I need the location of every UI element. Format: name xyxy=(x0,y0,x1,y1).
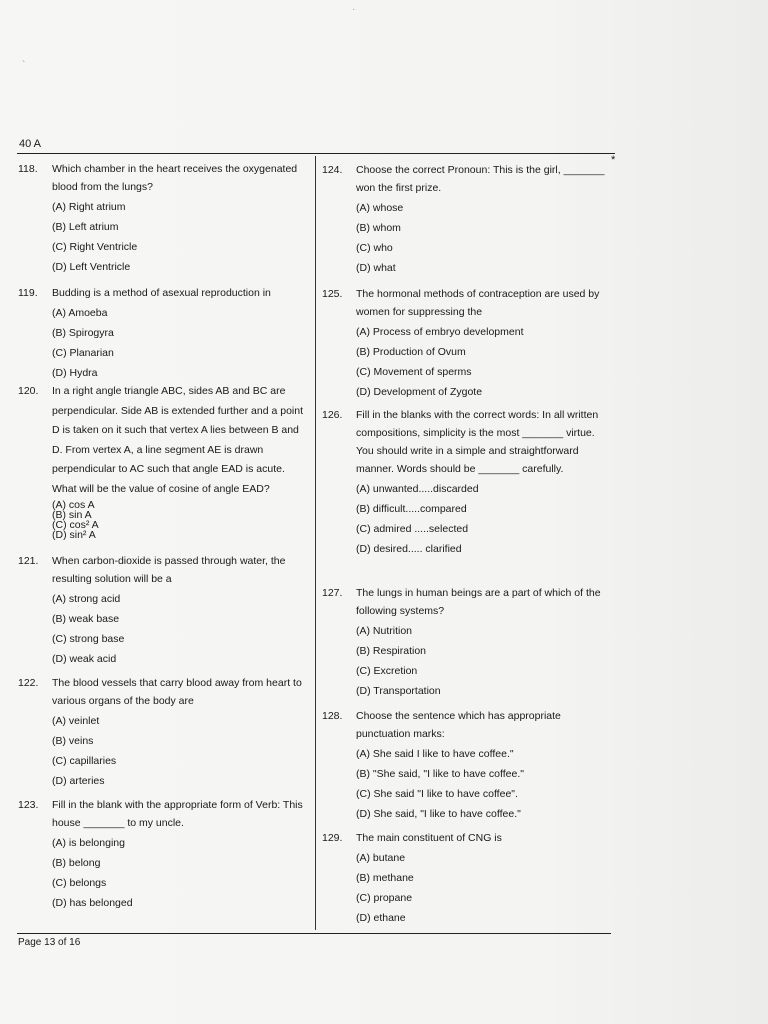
option-c: (C) belongs xyxy=(52,877,107,889)
question-number: 129. xyxy=(322,832,343,844)
option-a: (A) butane xyxy=(356,852,406,864)
right-column xyxy=(322,161,614,929)
option-a: (A) Nutrition xyxy=(356,625,413,637)
question-stem: The hormonal methods of contraception are used by women for suppressing the xyxy=(356,288,600,318)
option-c: (C) Right Ventricle xyxy=(52,241,138,253)
option-a: (A) Process of embryo development xyxy=(356,326,524,338)
question-129 xyxy=(322,829,614,927)
option-c: (C) admired .....selected xyxy=(356,523,469,535)
option-c: (C) Excretion xyxy=(356,665,418,677)
question-stem: Choose the sentence which has appropriate punctuation marks: xyxy=(356,710,561,740)
scan-speck: ` xyxy=(22,60,26,71)
option-d: (D) desired..... clarified xyxy=(356,543,462,555)
star-mark: * xyxy=(611,154,616,166)
question-stem: Budding is a method of asexual reproduction in xyxy=(52,287,271,299)
question-number: 118. xyxy=(18,163,38,175)
option-a: (A) Right atrium xyxy=(52,201,126,213)
option-c: (C) strong base xyxy=(52,633,125,645)
option-b: (B) "She said, "I like to have coffee." xyxy=(356,768,524,780)
question-125 xyxy=(322,285,614,404)
option-b: (B) veins xyxy=(52,735,94,747)
option-c: (C) She said "I like to have coffee". xyxy=(356,788,518,800)
option-b: (B) Respiration xyxy=(356,645,427,657)
page-number: Page 13 of 16 xyxy=(18,937,81,948)
option-d: (D) She said, "I like to have coffee." xyxy=(356,808,521,820)
question-stem: Choose the correct Pronoun: This is the girl, _______ won the first prize. xyxy=(356,164,605,194)
option-a: (A) unwanted.....discarded xyxy=(356,483,479,495)
option-a: (A) Amoeba xyxy=(52,307,108,319)
option-d: (D) Hydra xyxy=(52,367,98,379)
option-d: (D) Development of Zygote xyxy=(356,386,483,398)
question-118 xyxy=(18,160,310,282)
question-number: 126. xyxy=(322,409,343,421)
option-d: (D) has belonged xyxy=(52,897,133,909)
option-a: (A) veinlet xyxy=(52,715,100,727)
option-c: (C) who xyxy=(356,242,393,254)
option-d: (D) Left Ventricle xyxy=(52,261,131,273)
question-stem: The lungs in human beings are a part of which of the following systems? xyxy=(356,587,601,617)
question-number: 124. xyxy=(322,164,343,176)
question-119 xyxy=(18,284,310,380)
question-stem: Fill in the blanks with the correct words: In all written compositions, simplicity is the most _______ virtue. You should write in a simple and straightforward manner. Words should be _______ carefully. xyxy=(356,409,599,475)
question-number: 122. xyxy=(18,677,39,689)
question-number: 125. xyxy=(322,288,343,300)
option-b: (B) weak base xyxy=(52,613,120,625)
header-rule xyxy=(17,153,615,154)
question-121 xyxy=(18,552,310,672)
option-c: (C) Planarian xyxy=(52,347,114,359)
option-d: (D) what xyxy=(356,262,396,274)
question-122 xyxy=(18,674,310,794)
option-b: (B) Production of Ovum xyxy=(356,346,466,358)
option-b: (B) Spirogyra xyxy=(52,327,114,339)
option-b: (B) whom xyxy=(356,222,401,234)
question-128 xyxy=(322,707,614,827)
paper-code: 40 A xyxy=(19,138,42,150)
question-stem: Which chamber in the heart receives the oxygenated blood from the lungs? xyxy=(52,163,298,193)
option-c: (C) propane xyxy=(356,892,413,904)
question-stem: When carbon-dioxide is passed through water, the resulting solution will be a xyxy=(52,555,286,585)
question-stem: In a right angle triangle ABC, sides AB and BC are perpendicular. Side AB is extended further and a point D is taken on it such that vertex A lies between B and D. From vertex A, a line segment AE is drawn perpendicular to AC such that angle EAD is acute. What will be the value of cosine of angle EAD? xyxy=(52,385,304,495)
option-b: (B) Left atrium xyxy=(52,221,119,233)
option-d: (D) arteries xyxy=(52,775,105,787)
option-b: (B) sin A xyxy=(52,509,92,521)
option-a: (A) is belonging xyxy=(52,837,125,849)
option-c: (C) cos² A xyxy=(52,519,99,531)
question-127 xyxy=(322,584,614,705)
option-b: (B) difficult.....compared xyxy=(356,503,467,515)
footer-rule xyxy=(17,933,611,934)
question-stem: The main constituent of CNG is xyxy=(356,832,502,844)
option-c: (C) capillaries xyxy=(52,755,117,767)
question-number: 128. xyxy=(322,710,343,722)
option-a: (A) She said I like to have coffee." xyxy=(356,748,514,760)
option-b: (B) methane xyxy=(356,872,414,884)
question-number: 119. xyxy=(18,287,38,299)
question-number: 121. xyxy=(18,555,39,567)
question-120 xyxy=(18,382,310,550)
left-column xyxy=(18,160,310,914)
question-number: 120. xyxy=(18,385,39,397)
question-124 xyxy=(322,161,614,283)
option-a: (A) strong acid xyxy=(52,593,121,605)
scan-speck: · xyxy=(352,4,356,15)
option-b: (B) belong xyxy=(52,857,101,869)
question-126 xyxy=(322,406,614,582)
option-a: (A) cos A xyxy=(52,499,95,511)
question-number: 123. xyxy=(18,799,39,811)
question-123 xyxy=(18,796,310,912)
question-stem: Fill in the blank with the appropriate form of Verb: This house _______ to my uncle. xyxy=(52,799,303,829)
option-a: (A) whose xyxy=(356,202,404,214)
option-d: (D) weak acid xyxy=(52,653,117,665)
option-d: (D) sin² A xyxy=(52,529,96,541)
option-c: (C) Movement of sperms xyxy=(356,366,472,378)
column-divider xyxy=(315,156,316,930)
option-d: (D) ethane xyxy=(356,912,406,924)
question-stem: The blood vessels that carry blood away from heart to various organs of the body are xyxy=(52,677,302,707)
option-d: (D) Transportation xyxy=(356,685,441,697)
question-number: 127. xyxy=(322,587,343,599)
